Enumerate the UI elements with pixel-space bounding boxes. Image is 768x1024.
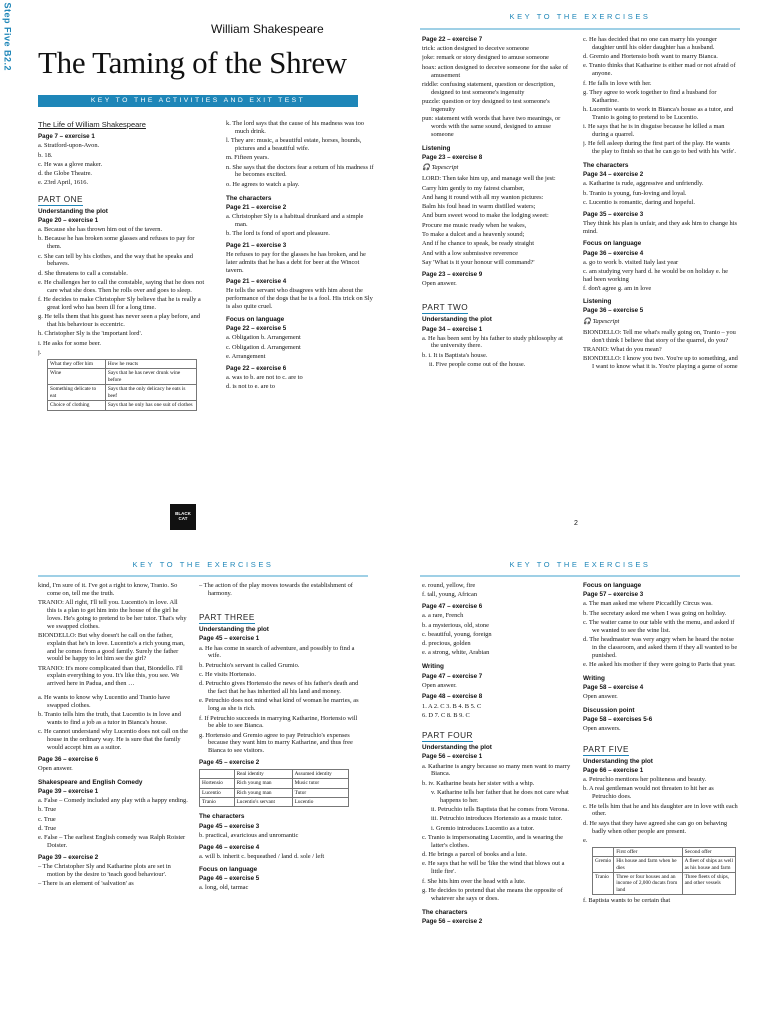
- answer: c. He cannot understand why Lucentio does not call on the house in the ordinary way. He is sure that the family would accept him as a suitor.: [38, 728, 188, 751]
- answer: d. He brings a parcel of books and a lute.: [422, 851, 527, 859]
- ref: Page 46 – exercise 5: [199, 874, 260, 882]
- answer: c. He was a glove maker.: [38, 160, 103, 168]
- bottom-right-col2: [583, 582, 738, 1024]
- answer: i. He asks for some beer.: [38, 339, 102, 347]
- ref: Page 34 – exercise 2: [583, 171, 644, 179]
- part-one-heading: PART ONE: [38, 194, 83, 204]
- table-cell: Says that he only has one suit of clothes: [105, 401, 196, 410]
- section-heading: The characters: [422, 908, 468, 916]
- answer: a. will b. inherit c. bequeathed / land d. sole / left: [199, 852, 325, 860]
- answer: a. False – Comedy included any play with a happy ending.: [38, 797, 188, 804]
- answer: a. Petruchio mentions her politeness and beauty.: [583, 776, 707, 784]
- answer: k. The lord says that the cause of his madness was too much drink.: [226, 120, 364, 135]
- table-cell: Tranio: [593, 872, 614, 894]
- ref: Page 36 – exercise 6: [38, 755, 99, 763]
- answer: f. don't agree g. am in love: [583, 285, 652, 293]
- answer: – The action of the play moves towards the establishment of harmony.: [199, 582, 353, 597]
- answer: b. practical, avaricious and unromantic: [199, 831, 299, 839]
- table-cell: Hortensio: [200, 779, 235, 788]
- offers-table: [592, 847, 736, 896]
- table-cell: What they offer him: [48, 359, 106, 368]
- ref: Page 45 – exercise 3: [199, 822, 260, 830]
- answer: c. Lucentio is romantic, daring and hopeful.: [583, 198, 695, 206]
- table-cell: Says that he has never drunk wine before: [105, 369, 196, 385]
- answer: b. 18.: [38, 151, 53, 159]
- part-five-heading: PART FIVE: [583, 744, 629, 754]
- answer: h. Lucentio wants to work in Bianca's house as a tutor, and Tranio is going to pretend to be Lucentio.: [583, 106, 734, 121]
- section-heading: The characters: [226, 194, 272, 202]
- answer: d. Petruchio gives Hortensio the news of his father's death and the fact that he has inherited all his land and money.: [199, 680, 359, 696]
- verse-line: LORD: Then take him up, and manage well the jest:: [422, 175, 556, 183]
- table-cell: His house and farm when he dies: [614, 857, 682, 873]
- table-cell: Rich young man: [234, 788, 292, 797]
- answer: f. She hits him over the head with a lute.: [422, 877, 526, 885]
- section-heading: Discussion point: [583, 707, 635, 715]
- table-cell: Gremio: [593, 857, 614, 873]
- tapescript-label: 🎧 Tapescript: [422, 164, 459, 172]
- dialogue-line: TRANIO: What do you mean?: [583, 345, 662, 353]
- table-cell: Something delicate to eat: [48, 385, 106, 401]
- answer: c. The waiter came to our table with the menu, and asked if we wanted to see the wine list.: [583, 619, 735, 634]
- black-cat-logo: [170, 504, 196, 530]
- answer: He refuses to pay for the glasses he has broken, and he later admits that he has a debt for beer at the Wincot tavern.: [226, 250, 366, 274]
- part-two-heading: PART TWO: [422, 303, 469, 313]
- table-cell: Tutor: [292, 788, 348, 797]
- table-cell: Second offer: [682, 847, 735, 856]
- answer: c. Tranio is impersonating Lucentio, and is wearing the latter's clothes.: [422, 834, 563, 849]
- ref: Page 56 – exercise 1: [422, 753, 483, 761]
- answer: Open answers.: [583, 725, 621, 733]
- table-cell: How he reacts: [105, 359, 196, 368]
- answer: j. He fell asleep during the first part of the play. He wants the play to finish so that he can go to bed with his 'wife'.: [583, 140, 736, 156]
- answer: a. Katharine is rude, aggressive and unfriendly.: [583, 180, 704, 188]
- answer: joke: remark or story designed to amuse someone: [422, 54, 549, 62]
- section-heading: Writing: [583, 674, 605, 682]
- answer: g. They agree to work together to find a husband for Katharine.: [583, 88, 717, 104]
- ref: Page 39 – exercise 1: [38, 787, 99, 795]
- answer: h. Christopher Sly is the 'important lord'.: [38, 330, 143, 338]
- answer: b. a mysterious, old, stone: [422, 621, 489, 629]
- answer: j.: [38, 349, 42, 357]
- step-label: Step Five B2.2: [2, 2, 13, 72]
- answer: Open answer.: [422, 681, 457, 689]
- answer: e. Petruchio does not mind what kind of woman he marries, as long as she is rich.: [199, 697, 359, 713]
- answer: e. round, yellow, fire: [422, 582, 476, 589]
- answer: d. is not to e. are to: [226, 383, 275, 390]
- bottom-right-header: KEY TO THE EXERCISES: [509, 560, 651, 569]
- section-heading: Listening: [422, 144, 451, 152]
- top-right-header: KEY TO THE EXERCISES: [509, 12, 651, 21]
- answer: e. He asked his mother if they were going to Paris that year.: [583, 661, 736, 669]
- answer: a. long, old, tarmac: [199, 883, 249, 891]
- answer: n. She says that the doctors fear a return of his madness if he becomes excited.: [226, 163, 374, 179]
- book-title: The Taming of the Shrew: [38, 45, 347, 80]
- section-heading: The characters: [583, 161, 629, 169]
- header-rule: [420, 28, 740, 30]
- dialogue-line: TRANIO: It's more complicated than that, Biondello. I'll explain everything to you. It's like this, you see. We arrived here in Padua, and then …: [38, 664, 183, 688]
- answer: g. Hortensio and Gremio agree to pay Petruchio's expenses because they want him to marry Katharine, and thus free Bianca to see visitors.: [199, 731, 353, 755]
- ref: Page 36 – exercise 4: [583, 249, 644, 257]
- answer: a. Christopher Sly is a habitual drunkard and a simple man.: [226, 212, 364, 228]
- answer: c. He tells him that he and his daughter are in love with each other.: [583, 802, 738, 818]
- bottom-right-col1: [422, 582, 572, 1024]
- answer: pun: statement with words that have two meanings, or words with the same sound, designed to amuse someone: [422, 115, 561, 138]
- answer: Open answer.: [583, 693, 618, 701]
- answer: g. He tells them that his guest has never seen a play before, and that his behaviour is eccentric.: [38, 313, 201, 329]
- top-left-col1: [38, 120, 206, 525]
- answer: b. iv. Katharine beats her sister with a whip.: [422, 779, 535, 787]
- answer: hoax: action designed to deceive someone for the sake of amusement: [422, 63, 569, 79]
- bottom-left-col1: [38, 582, 188, 1024]
- section-heading: Understanding the plot: [38, 207, 108, 215]
- answer: c. He visits Hortensio.: [199, 670, 256, 678]
- answer: m. Fifteen years.: [226, 154, 269, 162]
- life-heading: The Life of William Shakespeare: [38, 120, 146, 129]
- answer: d. She threatens to call a constable.: [38, 269, 128, 277]
- answer: b. Tranio tells him the truth, that Lucentio is in love and wants to find a job as a tutor in Bianca's house.: [38, 711, 181, 726]
- answer: e.: [583, 836, 588, 844]
- ref: Page 20 – exercise 1: [38, 217, 99, 225]
- answer: iii. Petruchio introduces Hortensio as a music tutor.: [431, 815, 563, 823]
- ref: Page 47 – exercise 6: [422, 603, 483, 611]
- table-cell: [200, 769, 235, 778]
- table-cell: Real identity: [234, 769, 292, 778]
- ref: Page 21 – exercise 3: [226, 241, 287, 249]
- ref: Page 23 – exercise 8: [422, 153, 483, 161]
- section-heading: Understanding the plot: [199, 626, 269, 634]
- answer: a. Stratford-upon-Avon.: [38, 142, 100, 150]
- answer: c. am studying very hard d. he would be on holiday e. he had been working: [583, 268, 728, 283]
- table-cell: Choice of clothing: [48, 401, 106, 410]
- answer: b. A real gentleman would not threaten to hit her as Petruchio does.: [583, 785, 714, 801]
- ref: Page 23 – exercise 9: [422, 270, 483, 278]
- headphones-icon: 🎧: [422, 164, 430, 172]
- verse-line: Say 'What is it your honour will command?': [422, 259, 535, 266]
- ref: Page 57 – exercise 3: [583, 591, 644, 599]
- ref: Page 58 – exercises 5-6: [583, 716, 653, 724]
- ref: Page 7 – exercise 1: [38, 133, 95, 141]
- section-heading: Listening: [583, 298, 612, 305]
- identity-table: [199, 769, 349, 808]
- answer: b. Tranio is young, fun-loving and loyal.: [583, 189, 687, 197]
- answer: b. True: [38, 806, 57, 814]
- answer: a. a rare, French: [422, 612, 464, 620]
- verse-line: And hang it round with all my wanton pictures:: [422, 193, 544, 201]
- ref: Page 22 – exercise 5: [226, 325, 287, 333]
- answer: 6. D 7. C 8. B 9. C: [422, 711, 470, 719]
- answer: i. Gremio introduces Lucentio as a tutor.: [431, 824, 535, 832]
- answer: e. He says that he will be 'like the wind that blows out a little fire'.: [422, 860, 565, 876]
- table-cell: First offer: [614, 847, 682, 856]
- answer: e. Arrangement: [226, 352, 266, 360]
- answer: He tells the servant who disagrees with him about the performance of the dogs that he is a fool. His trick on Sly is also quite cruel.: [226, 287, 373, 310]
- answer: v. Katharine tells her father that he does not care what happens to her.: [431, 788, 569, 804]
- answer: e. He challenges her to call the constable, saying that he does not care what she does. Then he rolls over and goes to sleep.: [38, 279, 205, 294]
- answer: b. The secretary asked me when I was going on holiday.: [583, 609, 727, 617]
- answer: e. a strong, white, Arabian: [422, 649, 490, 657]
- answer: – There is an element of 'salvation' as: [38, 880, 134, 888]
- verse-line: Balm his foul head in warm distilled waters;: [422, 203, 536, 211]
- dialogue-line: BIONDELLO: But why doesn't he call on the father, explain that he's in love. Lucentio's a rich young man, and he comes from a good family. Surely the father would be happy to let him see the girl?: [38, 631, 185, 663]
- answer: f. tall, young, African: [422, 591, 478, 599]
- answer: a. go to work b. visited Italy last year: [583, 258, 679, 266]
- answer: i. He says that he is in disguise because he killed a man during a quarrel.: [583, 123, 725, 138]
- dialogue-line: BIONDELLO: Tell me what's really going on, Tranio – you don't think I believe that story of the quarrel, do you?: [583, 328, 736, 344]
- answer: 1. A 2. C 3. B 4. B 5. C: [422, 702, 482, 710]
- answer: a. Because she has thrown him out of the tavern.: [38, 226, 163, 234]
- bottom-left-header: KEY TO THE EXERCISES: [132, 560, 274, 569]
- logo-text: BLACK CAT: [175, 511, 191, 521]
- section-heading: Understanding the plot: [583, 757, 653, 765]
- ref: Page 48 – exercise 8: [422, 693, 483, 701]
- ref: Page 56 – exercise 2: [422, 917, 483, 925]
- answer: b. The lord is fond of sport and pleasure.: [226, 230, 330, 237]
- answer: a. He has come in search of adventure, and possibly to find a wife.: [199, 644, 355, 660]
- ref: Page 21 – exercise 2: [226, 203, 287, 211]
- section-heading: Focus on language: [199, 865, 258, 873]
- table-cell: Tranio: [200, 797, 235, 806]
- answer: o. He agrees to watch a play.: [226, 180, 300, 188]
- answer: a. He has been sent by his father to study philosophy at the university there.: [422, 334, 563, 350]
- table-cell: Wine: [48, 369, 106, 385]
- ref: Page 39 – exercise 2: [38, 853, 99, 861]
- ref: Page 35 – exercise 3: [583, 210, 644, 218]
- answer: c. beautiful, young, foreign: [422, 630, 492, 638]
- section-heading: Focus on language: [583, 240, 642, 248]
- answer: c. Obligation d. Arrangement: [226, 343, 301, 351]
- section-heading: Understanding the plot: [422, 744, 492, 752]
- table-cell: A fleet of ships as well as his house and farm: [682, 857, 735, 873]
- ref: Page 21 – exercise 4: [226, 278, 287, 286]
- ref: Page 47 – exercise 7: [422, 672, 483, 680]
- top-right-col2: [583, 36, 738, 530]
- page-number: 2: [574, 520, 578, 527]
- answer: a. Katharine is angry because so many men want to marry Bianca.: [422, 762, 571, 778]
- answer: ii. Five people come out of the house.: [429, 361, 526, 368]
- answer: d. precious, golden: [422, 640, 471, 648]
- table-cell: Lucentio: [200, 788, 235, 797]
- section-heading: Focus on language: [583, 582, 642, 589]
- author-name: William Shakespeare: [211, 22, 324, 36]
- section-heading: Understanding the plot: [422, 316, 492, 324]
- answer: c. True: [38, 815, 56, 823]
- side-tab: [0, 0, 16, 130]
- answer: Open answer.: [422, 279, 457, 287]
- tapescript-label: 🎧 Tapescript: [583, 317, 620, 325]
- table-cell: Three fleets of ships, and other vessels: [682, 872, 735, 894]
- answer: f. He falls in love with her.: [583, 79, 652, 87]
- answer: e. 23rd April, 1616.: [38, 179, 89, 187]
- answer: riddle: confusing statement, question or description, designed to test someone's ingenuity: [422, 80, 555, 96]
- header-rule: [420, 575, 740, 577]
- ref: Page 22 – exercise 6: [226, 364, 287, 372]
- answer: g. He decides to pretend that she means the opposite of whatever she says or does.: [422, 886, 563, 902]
- answer: d. True: [38, 824, 57, 832]
- verse-line: To make a dulcet and a heavenly sound;: [422, 231, 525, 239]
- answer: l. They are: music, a beautiful estate, horses, hounds, pictures and a beautiful wife.: [226, 137, 362, 152]
- answer: f. He decides to make Christopher Sly believe that he is really a great lord who has been ill for a long time.: [38, 296, 201, 311]
- ref: Page 45 – exercise 2: [199, 759, 260, 767]
- part-three-heading: PART THREE: [199, 613, 255, 623]
- answer: – The Christopher Sly and Katharine plots are set in motion by the desire to 'teach good behaviour'.: [38, 862, 171, 878]
- answer: a. The man asked me where Piccadilly Circus was.: [583, 600, 713, 608]
- answer: ii. Petruchio tells Baptista that he comes from Verona.: [431, 806, 569, 814]
- answer: c. She can tell by his clothes, and the way that he speaks and behaves.: [38, 252, 193, 268]
- answer: b. i. It is Baptista's house.: [422, 351, 488, 359]
- answer: puzzle: question or toy designed to test someone's ingenuity: [422, 97, 550, 113]
- bottom-left-col2: [199, 582, 359, 1024]
- banner: KEY TO THE ACTIVITIES AND EXIT TEST: [38, 95, 358, 107]
- ref: Page 45 – exercise 1: [199, 635, 260, 643]
- answer: f. If Petruchio succeeds in marrying Katharine, Hortensio will be able to see Bianca.: [199, 714, 358, 730]
- section-heading: The characters: [199, 813, 245, 821]
- part-four-heading: PART FOUR: [422, 731, 473, 741]
- answer: e. False – The earliest English comedy was Ralph Roister Doister.: [38, 834, 186, 850]
- section-heading: Writing: [422, 663, 444, 671]
- top-left-col2: [226, 120, 376, 490]
- dialogue-line: TRANIO: All right, I'll tell you. Lucentio's in love. All this is a plan to get him into the house of the girl he loves. He's going to pretend to be her tutor. That's why we swapped clothes.: [38, 599, 187, 630]
- ref: Page 66 – exercise 1: [583, 767, 644, 775]
- verse-line: Procure me music ready when he wakes,: [422, 221, 527, 229]
- answer: d. the Globe Theatre.: [38, 170, 93, 178]
- answer: d. The headmaster was very angry when he heard the noise in the classroom, and asked them if they all wanted to be punished.: [583, 636, 738, 659]
- table-cell: Lucentio: [292, 797, 348, 806]
- verse-line: And with a low submissive reverence: [422, 249, 519, 257]
- answer: a. He wants to know why Lucentio and Tranio have swapped clothes.: [38, 694, 171, 709]
- answer: d. He says that they have agreed she can go on behaving badly when other people are present.: [583, 819, 728, 835]
- verse-line: And if he chance to speak, be ready straight: [422, 240, 534, 248]
- table-cell: Lucentio's servant: [234, 797, 292, 806]
- top-right-col1: [422, 36, 572, 530]
- answer: trick: action designed to deceive someone: [422, 45, 530, 53]
- answer: f. Baptista wants to be certain that: [583, 897, 671, 905]
- ref: Page 36 – exercise 5: [583, 307, 644, 315]
- ref: Page 34 – exercise 1: [422, 325, 483, 333]
- ref: Page 46 – exercise 4: [199, 843, 260, 851]
- ref: Page 58 – exercise 4: [583, 684, 644, 692]
- verse-line: Carry him gently to my fairest chamber,: [422, 184, 525, 192]
- verse-line: And burn sweet wood to make the lodging sweet:: [422, 212, 549, 220]
- ref: Page 22 – exercise 7: [422, 36, 483, 43]
- dialogue-line: kind, I'm sure of it. I've got a right to know, Tranio. So come on, tell me the truth.: [38, 582, 178, 597]
- table-cell: Says that the only delicacy he eats is beef: [105, 385, 196, 401]
- header-rule: [38, 575, 368, 577]
- table-cell: [593, 847, 614, 856]
- answer: e. Tranio thinks that Katharine is either mad or not afraid of anyone.: [583, 62, 736, 78]
- answer: a. was to b. are not to c. are to: [226, 373, 303, 381]
- answer: d. Gremio and Hortensio both want to marry Bianca.: [583, 53, 718, 61]
- dialogue-line: BIONDELLO: I know you two. You're up to something, and I want to know what it is. You're playing a game of some: [583, 355, 738, 370]
- answer: They think his plan is unfair, and they ask him to change his mind.: [583, 219, 737, 235]
- table-j: [47, 359, 197, 411]
- section-heading: Shakespeare and English Comedy: [38, 778, 143, 786]
- answer: b. Petruchio's servant is called Grumio.: [199, 661, 300, 669]
- section-heading: Focus on language: [226, 315, 285, 323]
- answer: Open answer.: [38, 764, 73, 772]
- answer: b. Because he has broken some glasses and refuses to pay for them.: [38, 235, 195, 251]
- table-cell: Three or four houses and an income of 2,000 ducats from land: [614, 872, 682, 894]
- table-cell: Rich young man: [234, 779, 292, 788]
- table-cell: Music tutor: [292, 779, 348, 788]
- table-cell: Assumed identity: [292, 769, 348, 778]
- answer: a. Obligation b. Arrangement: [226, 334, 301, 342]
- answer: c. He has decided that no one can marry his younger daughter until his older daughter has a husband.: [583, 36, 717, 51]
- headphones-icon: 🎧: [583, 317, 591, 325]
